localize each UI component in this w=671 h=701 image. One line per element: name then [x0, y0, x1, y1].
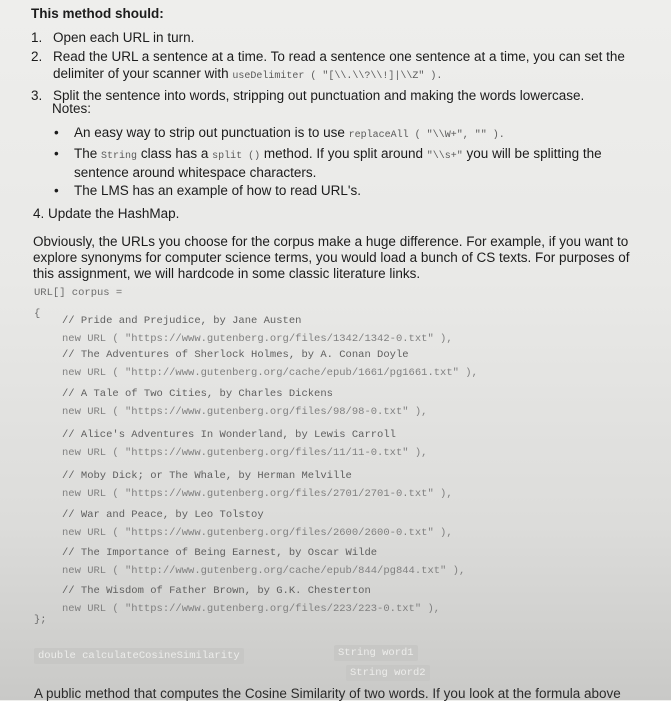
code-entry [62, 470, 453, 501]
parameter-code: String word2 [346, 665, 430, 681]
note-text: The [74, 146, 98, 161]
inline-code: replaceAll ( "\\W+", "" ). [348, 130, 505, 141]
code-url: new URL ( "https://www.gutenberg.org/files/1342/1342-0.txt" ), [62, 333, 453, 345]
note-text: method. If you split around [263, 146, 423, 161]
cut-off-paragraph: A public method that computes the Cosine Similarity of two words. If you look at the formula above [34, 686, 621, 701]
note-item [52, 183, 642, 199]
code-entry [62, 388, 427, 419]
note-item [52, 125, 642, 144]
notes-label: Notes: [52, 101, 92, 116]
code-url: new URL ( "https://www.gutenberg.org/files/11/11-0.txt" ), [62, 447, 428, 459]
step-number: 2. [31, 49, 43, 64]
step-text: Read the URL a sentence at a time. To read a sentence one sentence at a time, you can set the delimiter of your scanner with [53, 49, 625, 81]
note-text: you will be splitting the sentence around whitespace characters. [74, 146, 602, 180]
note-text: The LMS has an example of how to read URL's. [74, 183, 361, 198]
method-signature [34, 645, 634, 679]
bullet-icon: • [54, 125, 59, 140]
code-comment: // The Importance of Being Earnest, by Oscar Wilde [62, 547, 378, 559]
inline-code: "\\s+" [426, 151, 463, 162]
code-url: new URL ( "http://www.gutenberg.org/cache/epub/1661/pg1661.txt" ), [62, 367, 478, 379]
step-item [31, 87, 646, 104]
note-text: An easy way to strip out punctuation is to use [74, 125, 345, 140]
code-entry [62, 315, 453, 346]
steps-list [31, 29, 646, 106]
code-url: new URL ( "https://www.gutenberg.org/files/2701/2701-0.txt" ), [62, 488, 453, 500]
code-url: new URL ( "https://www.gutenberg.org/files/2600/2600-0.txt" ), [62, 527, 453, 539]
step-number: 1. [31, 30, 43, 45]
note-item [52, 146, 642, 181]
step-item [31, 48, 646, 85]
code-comment: // Pride and Prejudice, by Jane Austen [62, 315, 302, 327]
code-comment: // Moby Dick; or The Whale, by Herman Melville [62, 470, 352, 482]
code-declaration: URL[] corpus = [34, 287, 123, 299]
step-4: 4. Update the HashMap. [33, 206, 180, 221]
bullet-icon: • [54, 146, 59, 161]
code-entry [62, 349, 478, 380]
code-comment: // The Adventures of Sherlock Holmes, by A. Conan Doyle [62, 349, 409, 361]
inline-code: useDelimiter ( "[\\.\\?\\!]|\\Z" ). [232, 71, 443, 82]
inline-code: split () [212, 151, 261, 162]
code-comment: // War and Peace, by Leo Tolstoy [62, 509, 264, 521]
method-name-code: double calculateCosineSimilarity [34, 648, 244, 664]
code-entry [62, 547, 465, 578]
code-open-brace: { [34, 308, 41, 320]
code-url: new URL ( "http://www.gutenberg.org/cache/epub/844/pg844.txt" ), [62, 565, 466, 577]
code-entry [62, 585, 440, 616]
body-paragraph: Obviously, the URLs you choose for the corpus make a huge difference. For example, if you want to explore synonyms for computer science terms, you would load a bunch of CS texts. For purposes of this assignment, we will hardcode in some classic literature links. [33, 234, 630, 281]
inline-code: String [101, 151, 138, 162]
code-close-brace: }; [34, 614, 47, 626]
code-url: new URL ( "https://www.gutenberg.org/files/98/98-0.txt" ), [62, 406, 428, 418]
step-text: Open each URL in turn. [53, 30, 195, 45]
notes-list [52, 125, 642, 201]
code-url: new URL ( "https://www.gutenberg.org/files/223/223-0.txt" ), [62, 603, 441, 615]
code-comment: // The Wisdom of Father Brown, by G.K. Chesterton [62, 585, 371, 597]
code-comment: // Alice's Adventures In Wonderland, by Lewis Carroll [62, 429, 396, 441]
parameter-code: String word1 [334, 645, 418, 661]
step-number: 3. [31, 88, 43, 103]
code-comment: // A Tale of Two Cities, by Charles Dickens [62, 388, 333, 400]
section-heading: This method should: [31, 6, 164, 21]
step-item [31, 29, 646, 46]
code-entry [62, 509, 453, 540]
bullet-icon: • [54, 183, 59, 198]
note-text: class has a [140, 146, 209, 161]
step-text: Split the sentence into words, stripping out punctuation and making the words lowercase. [53, 88, 585, 103]
code-entry [62, 429, 427, 460]
